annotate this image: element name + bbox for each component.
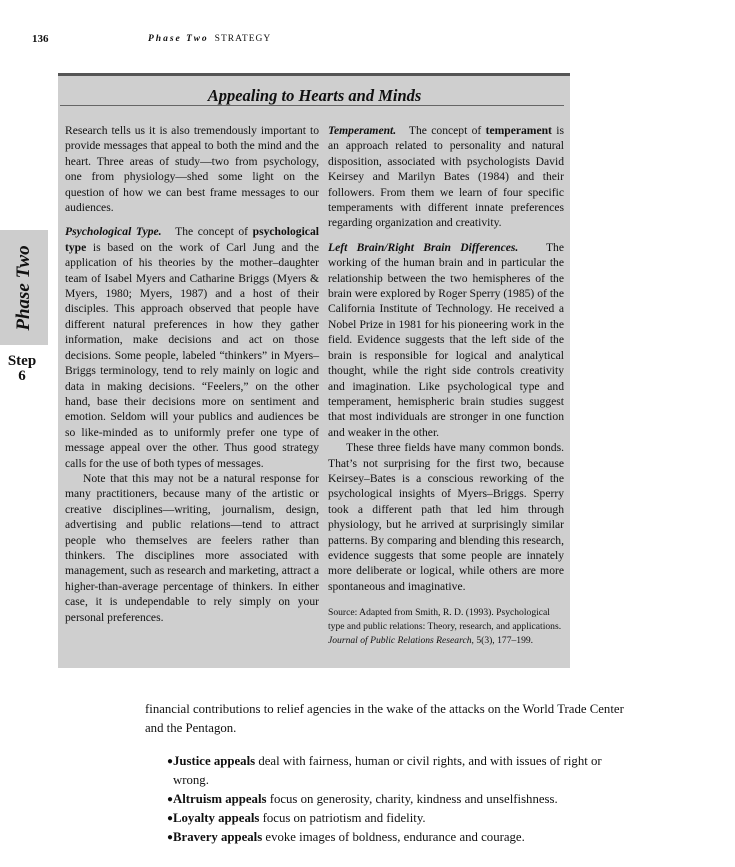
brain-paragraph [328,240,564,440]
box-title: Appealing to Hearts and Minds [207,86,422,105]
page-number: 136 [32,33,49,45]
paragraph-heading: Psychological Type. [65,225,162,239]
text: is based on the work of Carl Jung and the application of his theories by the mother–daughter team of Isabel Myers and Catharine Briggs (Myers & Myers, 1980; Myers, 1987) and a host of their disciples. This approach observed that people have different natural preferences in how they gather information, make decisions and act on those decisions. Some people, labeled “thinkers” in Myers–Briggs terminology, tend to rely mainly on logic and data in making decisions. “Feelers,” on the other hand, base their decisions more on sentiment and emotion. Seldom will your publics and audiences be so like-minded as to uniformly prefer one type of message appeal over the other. Thus good strategy calls for the use of both types of messages. [65,240,319,470]
text: Source: Adapted from Smith, R. D. (1993). Psychological type and public relations: Theory, research, and applications. [328,607,562,633]
page-content [58,73,624,867]
list-item [145,828,630,847]
text: , 5(3), 177–199. [471,635,534,647]
note-paragraph: Note that this may not be a natural response for many practitioners, because many of the artistic or creative disciplines—writing, journalism, design, advertising and public relations—tend to attract people who themselves are feelers rather than thinkers. The disciplines more associated with management, such as research and marketing, attract a higher-than-average percentage of thinkers. In either case, it is undependable to rely simply on your personal preferences. [65,471,319,624]
key-term: psychological type [65,225,319,254]
bullet-term: Altruism appeals [173,792,267,807]
box-right-column [328,123,564,648]
box-left-column [65,123,319,625]
common-bonds-paragraph: These three fields have many common bonds. That’s not surprising for the first two, because Keirsey–Bates is a conscious reworking of the psychological insights of Myers–Briggs. Sperry took a different path that led him through physiology, but he arrived at surprisingly similar patterns. By comparing and blending this research, evidence suggests that some people are innately more deliberate or logical, while others are more spontaneous and imaginative. [328,441,564,593]
key-term: temperament [485,124,552,137]
running-header [148,34,271,44]
journal-title: Journal of Public Relations Research [328,635,472,647]
continuation-paragraph: financial contributions to relief agencies in the wake of the attacks on the World Trade Center and the Pentagon. [145,702,624,736]
box-columns [65,123,564,648]
text: The concept of [408,124,486,137]
temperament-paragraph [328,123,564,231]
side-tab-label: Phase Two [13,244,34,331]
intro-paragraph: Research tells us it is also tremendously important to provide messages that appeal to both the mind and the heart. Three areas of study—two from psychology, one from physiology—shed some light on the question of how we can best frame messages to our audiences. [65,124,319,215]
step-number: 6 [18,368,26,384]
bullet-text: evoke images of boldness, endurance and courage. [262,830,525,845]
title-divider [60,105,564,106]
paragraph-heading: Left Brain/Right Brain Differences. [328,240,519,254]
side-tab [0,230,48,345]
bullet-text: focus on patriotism and fidelity. [259,811,426,826]
list-item [145,752,630,790]
bullet-term: Justice appeals [173,754,256,769]
psychological-type-paragraph [65,224,319,471]
list-item [145,809,630,828]
step-marker [4,354,40,384]
running-header-phase: Phase Two [148,34,209,44]
bullet-text: focus on generosity, charity, kindness and unselfishness. [266,792,558,807]
paragraph-heading: Temperament. [328,124,397,137]
source-citation [328,606,564,648]
running-header-section: STRATEGY [214,34,272,44]
sidebar-box [58,73,570,668]
body-text [145,700,630,867]
bullet-term: Loyalty appeals [173,811,260,826]
bullet-text: deal with fairness, human or civil rights, and with issues of right or wrong. [173,754,602,788]
text: The concept of [175,225,253,239]
text: The working of the human brain and in particular the relationship between the two hemispheres of the brain were explored by Roger Sperry (1985) of the California Institute of Technology. He received a Nobel Prize in 1981 for his pioneering work in the field. Evidence suggests that the left side of the brain is responsible for logical and analytical thought, while the right side controls creativity and imagination. Like psychological type and temperament, hemispheric brain studies suggest that most individuals are stronger in one function and weaker in the other. [328,240,564,439]
step-label: Step [7,353,37,369]
bullet-term: Bravery appeals [173,830,263,845]
text: is an approach related to personality and natural disposition, associated with psychologists David Keirsey and Marilyn Bates (1984) and their followers. From them we learn of four specific temperaments with different innate preferences regarding organization and creativity. [328,124,564,230]
